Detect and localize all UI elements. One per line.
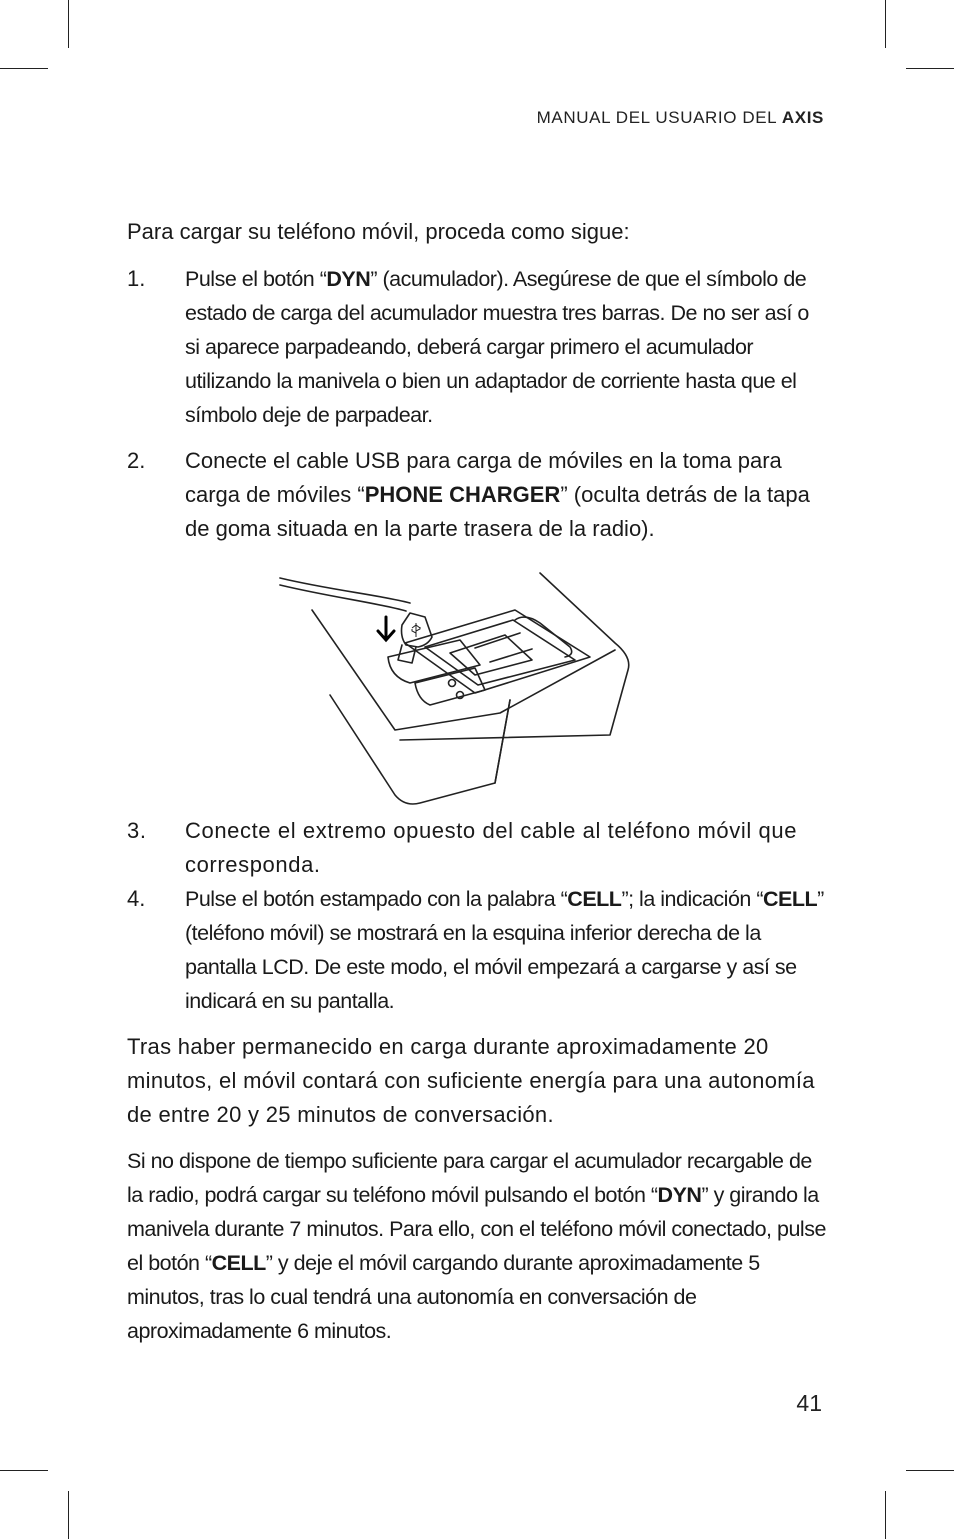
usb-icon: [412, 623, 420, 637]
step-3: [127, 814, 827, 882]
crop-mark: [68, 1491, 69, 1539]
crop-mark: [906, 1470, 954, 1471]
charging-duration-paragraph: Tras haber permanecido en carga durante aproximadamente 20 minutos, el móvil contará con suficiente energía para una autonomía de entre 20 y 25 minutos de conversación.: [127, 1034, 815, 1127]
step-text: Pulse el botón “DYN” (acumulador). Asegúrese de que el símbolo de estado de carga del acumulador muestra tres barras. De no ser así o si aparece parpadeando, deberá cargar primero el acumulador utilizando la manivela o bien un adaptador de corriente hasta que el símbolo deje de parpadear.: [185, 267, 809, 427]
step-text: Conecte el extremo opuesto del cable al teléfono móvil que corresponda.: [185, 818, 798, 877]
step-2: [127, 444, 827, 546]
intro-paragraph: Para cargar su teléfono móvil, proceda como sigue:: [127, 219, 630, 244]
running-header: MANUAL DEL USUARIO DEL AXIS: [536, 108, 824, 127]
step-text: Pulse el botón estampado con la palabra “CELL”; la indicación “CELL” (teléfono móvil) se mostrará en la esquina inferior derecha de la pantalla LCD. De este modo, el móvil empezará a cargarse y así se indicará en su pantalla.: [185, 887, 824, 1013]
step-text: Conecte el cable USB para carga de móviles en la toma para carga de móviles “PHONE CHARGER” (oculta detrás de la tapa de goma situada en la parte trasera de la radio).: [185, 448, 810, 541]
step-number: 4.: [127, 886, 146, 911]
arrow-down-icon: [378, 617, 394, 640]
usb-connection-illustration: [270, 565, 640, 810]
step-1: [127, 262, 827, 432]
brand-name: AXIS: [781, 108, 824, 127]
step-number: 2.: [127, 448, 146, 473]
crop-mark: [885, 1491, 886, 1539]
crop-mark: [0, 68, 48, 69]
manual-charging-paragraph: Si no dispone de tiempo suficiente para cargar el acumulador recargable de la radio, podrá cargar su teléfono móvil pulsando el botón “DYN” y girando la manivela durante 7 minutos. Para ello, con el teléfono móvil conectado, pulse el botón “CELL” y deje el móvil cargando durante aproximadamente 5 minutos, tras lo cual tendrá una autonomía en conversación de aproximadamente 6 minutos.: [127, 1149, 826, 1343]
crop-mark: [885, 0, 886, 48]
step-4: [127, 882, 827, 1018]
page-number: 41: [796, 1390, 822, 1416]
crop-mark: [0, 1470, 48, 1471]
crop-mark: [68, 0, 69, 48]
step-number: 3.: [127, 818, 147, 843]
step-number: 1.: [127, 266, 146, 291]
crop-mark: [906, 68, 954, 69]
